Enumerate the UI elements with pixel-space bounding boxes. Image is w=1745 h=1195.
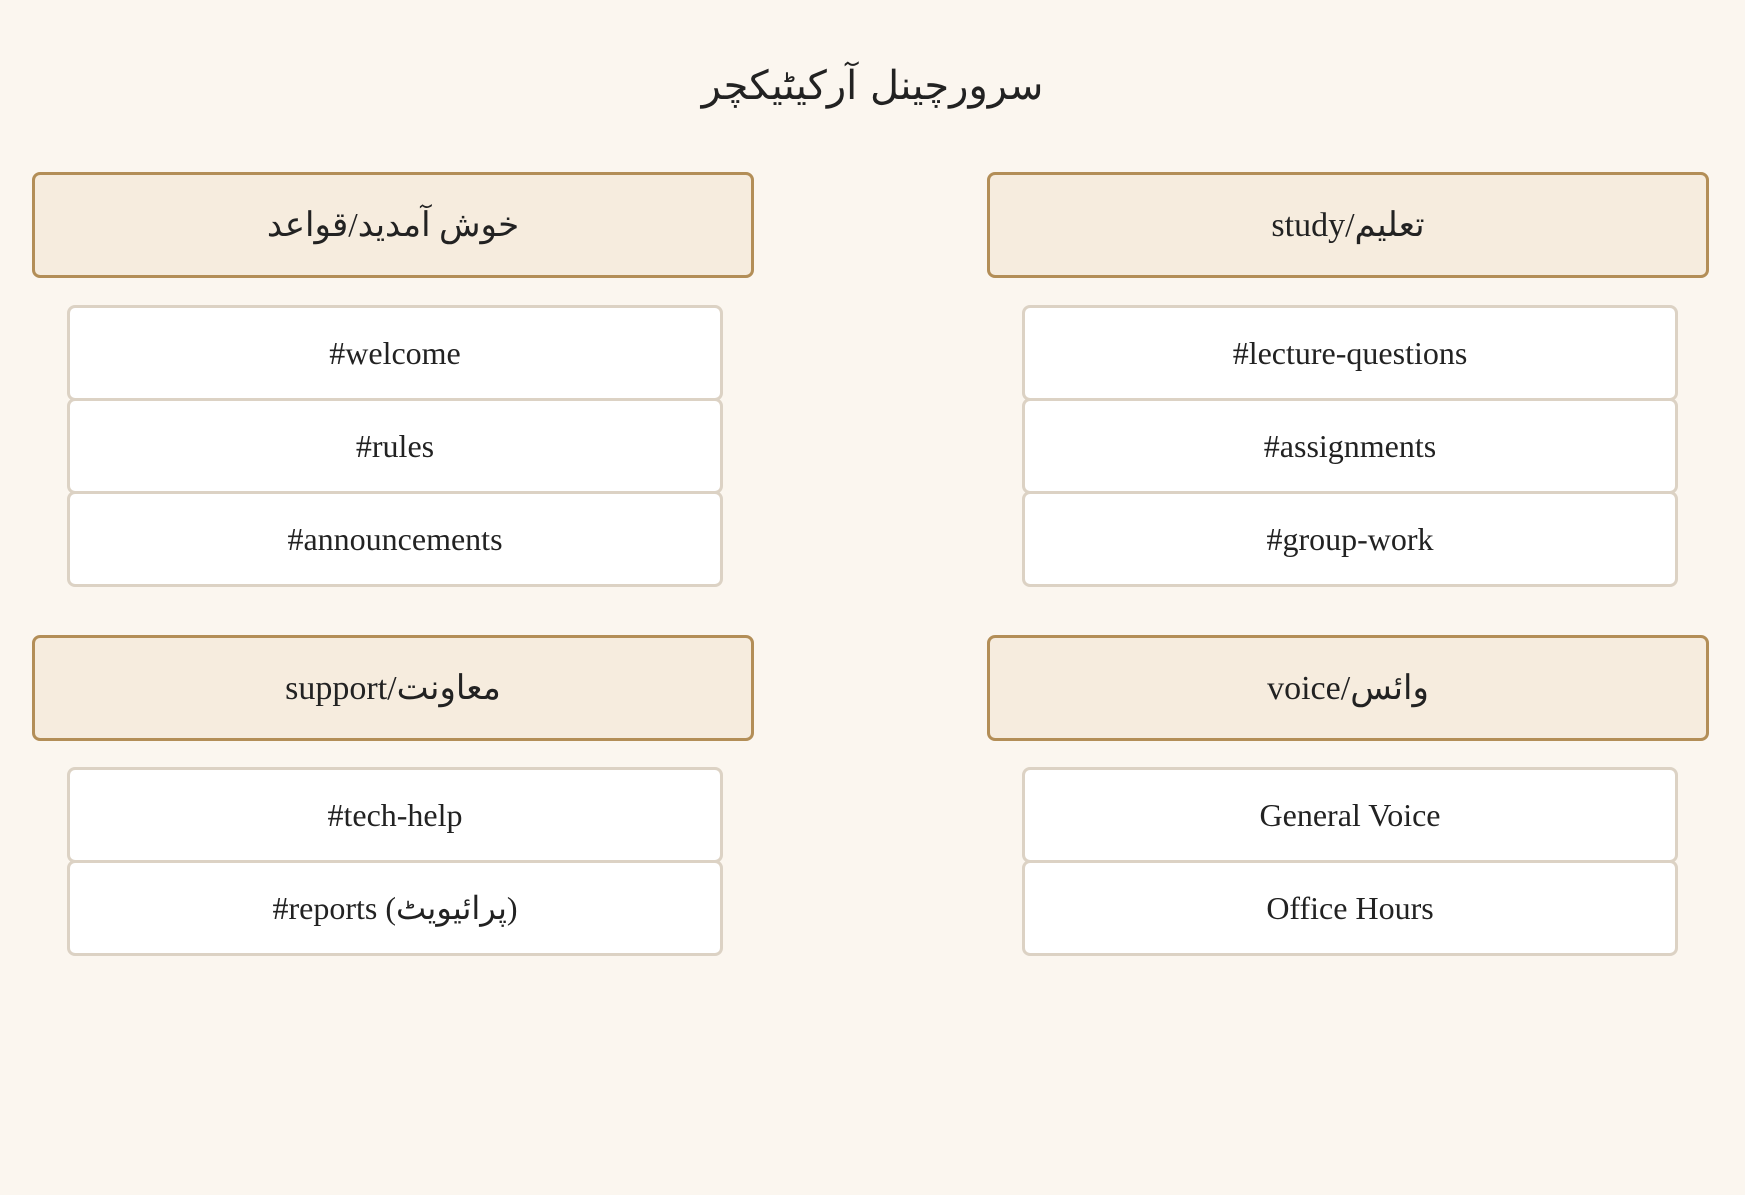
category-header: support/معاونت (32, 635, 754, 741)
channel-node: #group-work (1022, 491, 1678, 587)
channel-node: #announcements (67, 491, 723, 587)
category-header: voice/وائس (987, 635, 1709, 741)
category-header: خوش آمدید/قواعد (32, 172, 754, 278)
channel-node: #lecture-questions (1022, 305, 1678, 401)
channel-node: Office Hours (1022, 860, 1678, 956)
channel-node: #rules (67, 398, 723, 494)
channel-node: #assignments (1022, 398, 1678, 494)
channel-node: #reports (پرائیویٹ) (67, 860, 723, 956)
channel-node: #tech-help (67, 767, 723, 863)
channel-node: General Voice (1022, 767, 1678, 863)
category-header: study/تعلیم (987, 172, 1709, 278)
diagram-title: سرورچینل آرکیٹیکچر (701, 63, 1044, 109)
channel-node: #welcome (67, 305, 723, 401)
